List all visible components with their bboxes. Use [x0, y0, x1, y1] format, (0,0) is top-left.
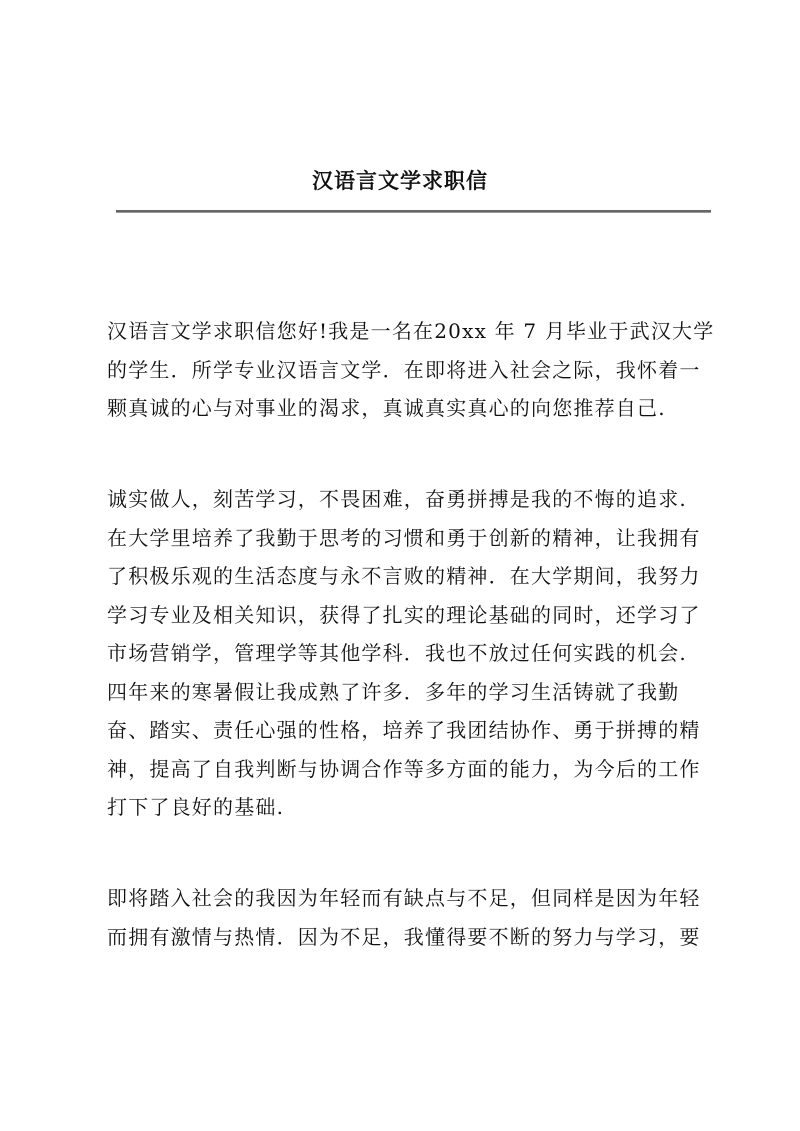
- paragraph-line: 诚实做人，刻苦学习，不畏困难，奋勇拼搏是我的不悔的追求.: [107, 487, 687, 511]
- paragraph-line: 打下了良好的基础.: [107, 795, 285, 819]
- paragraph-line: 在大学里培养了我勤于思考的习惯和勇于创新的精神，让我拥有: [107, 525, 701, 550]
- paragraph-outlook: [107, 879, 713, 956]
- paragraph-line: 颗真诚的心与对事业的渴求，真诚真实真心的向您推荐自己.: [107, 396, 666, 420]
- paragraph-line: 汉语言文学求职信您好!我是一名在20xx 年 7 月毕业于武汉大学: [107, 319, 715, 343]
- paragraph-line: 学习专业及相关知识，获得了扎实的理论基础的同时，还学习了: [107, 602, 701, 627]
- paragraph-line: 神，提高了自我判断与协调合作等多方面的能力，为今后的工作: [107, 756, 701, 781]
- paragraph-line: 了积极乐观的生活态度与永不言败的精神．在大学期间，我努力: [107, 564, 701, 588]
- paragraph-intro: [107, 312, 713, 428]
- paragraph-line: 而拥有激情与热情．因为不足，我懂得要不断的努力与学习，要: [107, 924, 701, 949]
- paragraph-line: 奋、踏实、责任心强的性格，培养了我团结协作、勇于拼搏的精: [107, 718, 701, 742]
- paragraph-line: 四年来的寒暑假让我成熟了许多．多年的学习生活铸就了我勤: [107, 679, 680, 704]
- paragraph-line: 的学生．所学专业汉语言文学．在即将进入社会之际，我怀着一: [107, 357, 701, 382]
- paragraph-line: 即将踏入社会的我因为年轻而有缺点与不足，但同样是因为年轻: [107, 886, 701, 910]
- paragraph-line: 市场营销学，管理学等其他学科．我也不放过任何实践的机会.: [107, 641, 687, 665]
- title-divider: [116, 210, 711, 213]
- document-title: 汉语言文学求职信: [312, 168, 488, 193]
- paragraph-experience: [107, 480, 713, 827]
